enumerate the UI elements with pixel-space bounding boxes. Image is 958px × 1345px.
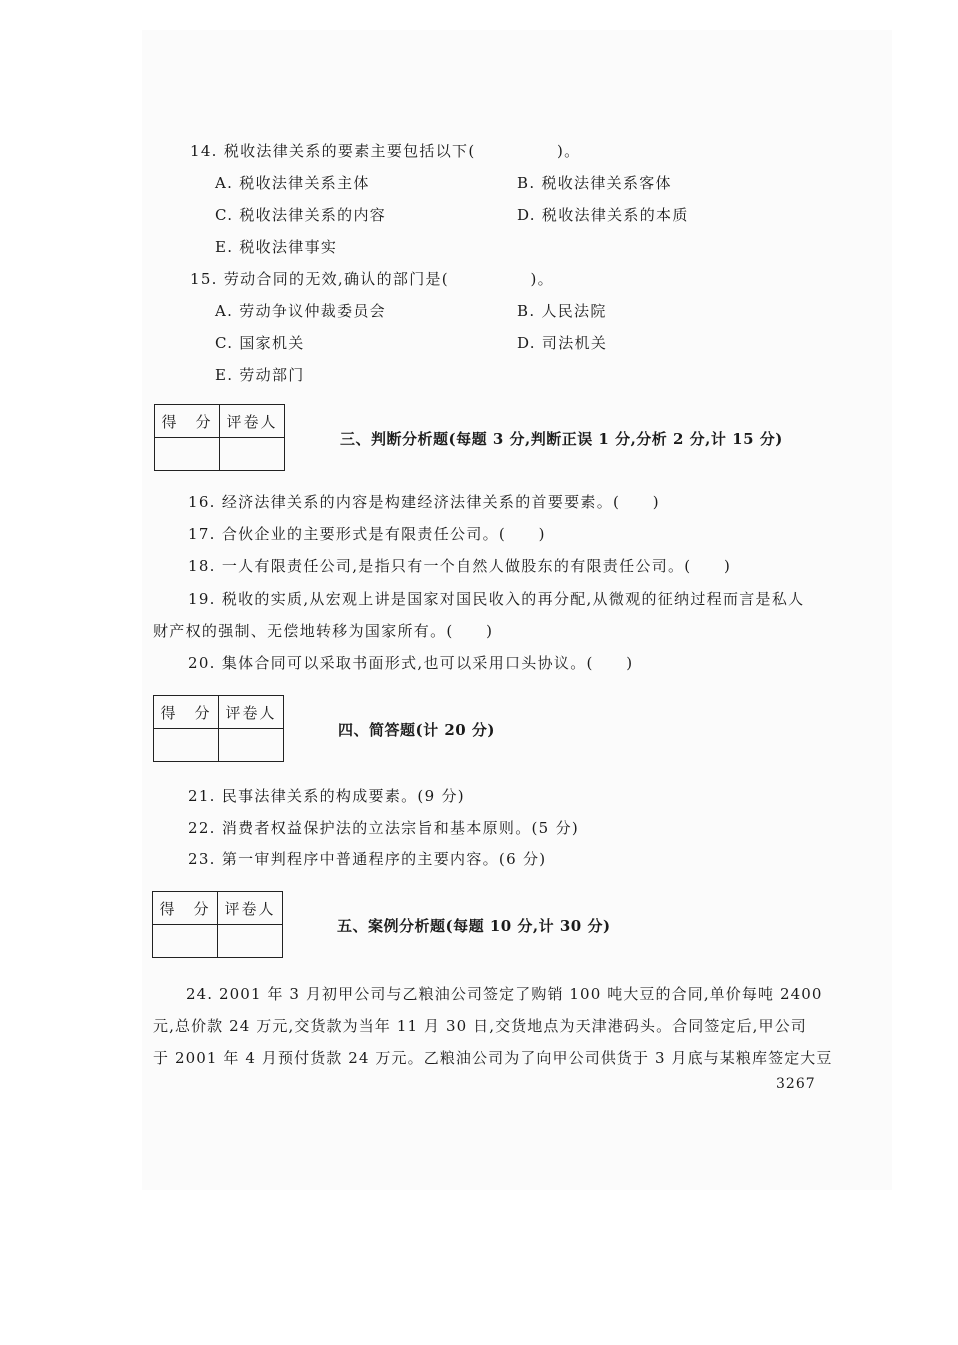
score-box-section5 [152, 891, 283, 958]
grader-cell[interactable] [219, 729, 284, 762]
score-cell[interactable] [155, 438, 220, 471]
q24-line2: 元,总价款 24 万元,交货款为当年 11 月 30 日,交货地点为天津港码头。合同签定后,甲公司 [153, 1017, 807, 1035]
q20: 20. 集体合同可以采取书面形式,也可以采用口头协议。( ) [188, 654, 634, 672]
score-label: 得 分 [153, 892, 218, 925]
q15-stem: 15. 劳动合同的无效,确认的部门是( )。 [190, 270, 554, 288]
grader-cell[interactable] [220, 438, 285, 471]
grader-label: 评卷人 [219, 696, 284, 729]
q14-option-e: E. 税收法律事实 [215, 238, 338, 256]
q24-line3: 于 2001 年 4 月预付货款 24 万元。乙粮油公司为了向甲公司供货于 3 月底与某粮库签定大豆 [153, 1049, 833, 1067]
q14-option-b: B. 税收法律关系客体 [517, 174, 672, 192]
q15-option-c: C. 国家机关 [215, 334, 305, 352]
grader-label: 评卷人 [220, 405, 285, 438]
q16: 16. 经济法律关系的内容是构建经济法律关系的首要要素。( ) [188, 493, 660, 511]
score-cell[interactable] [154, 729, 219, 762]
grader-cell[interactable] [218, 925, 283, 958]
q18: 18. 一人有限责任公司,是指只有一个自然人做股东的有限责任公司。( ) [188, 557, 732, 575]
q14-stem: 14. 税收法律关系的要素主要包括以下( )。 [190, 142, 581, 160]
section5-title: 五、案例分析题(每题 10 分,计 30 分) [337, 917, 611, 935]
page-number: 3267 [776, 1076, 816, 1092]
score-label: 得 分 [155, 405, 220, 438]
q24-line1: 24. 2001 年 3 月初甲公司与乙粮油公司签定了购销 100 吨大豆的合同,单价每吨 2400 [186, 985, 823, 1003]
score-cell[interactable] [153, 925, 218, 958]
q14-option-c: C. 税收法律关系的内容 [215, 206, 387, 224]
q21: 21. 民事法律关系的构成要素。(9 分) [188, 787, 465, 805]
q17: 17. 合伙企业的主要形式是有限责任公司。( ) [188, 525, 546, 543]
q19-line1: 19. 税收的实质,从宏观上讲是国家对国民收入的再分配,从微观的征纳过程而言是私人 [188, 590, 805, 608]
q19-line2: 财产权的强制、无偿地转移为国家所有。( ) [153, 622, 494, 640]
q15-option-e: E. 劳动部门 [215, 366, 305, 384]
q14-option-d: D. 税收法律关系的本质 [517, 206, 689, 224]
grader-label: 评卷人 [218, 892, 283, 925]
score-label: 得 分 [154, 696, 219, 729]
q14-option-a: A. 税收法律关系主体 [215, 174, 370, 192]
score-box-section3 [154, 404, 285, 471]
q15-option-b: B. 人民法院 [517, 302, 607, 320]
section3-title: 三、判断分析题(每题 3 分,判断正误 1 分,分析 2 分,计 15 分) [340, 430, 783, 448]
q22: 22. 消费者权益保护法的立法宗旨和基本原则。(5 分) [188, 819, 580, 837]
q23: 23. 第一审判程序中普通程序的主要内容。(6 分) [188, 850, 547, 868]
section4-title: 四、简答题(计 20 分) [338, 721, 496, 739]
q15-option-d: D. 司法机关 [517, 334, 608, 352]
q15-option-a: A. 劳动争议仲裁委员会 [215, 302, 386, 320]
score-box-section4 [153, 695, 284, 762]
